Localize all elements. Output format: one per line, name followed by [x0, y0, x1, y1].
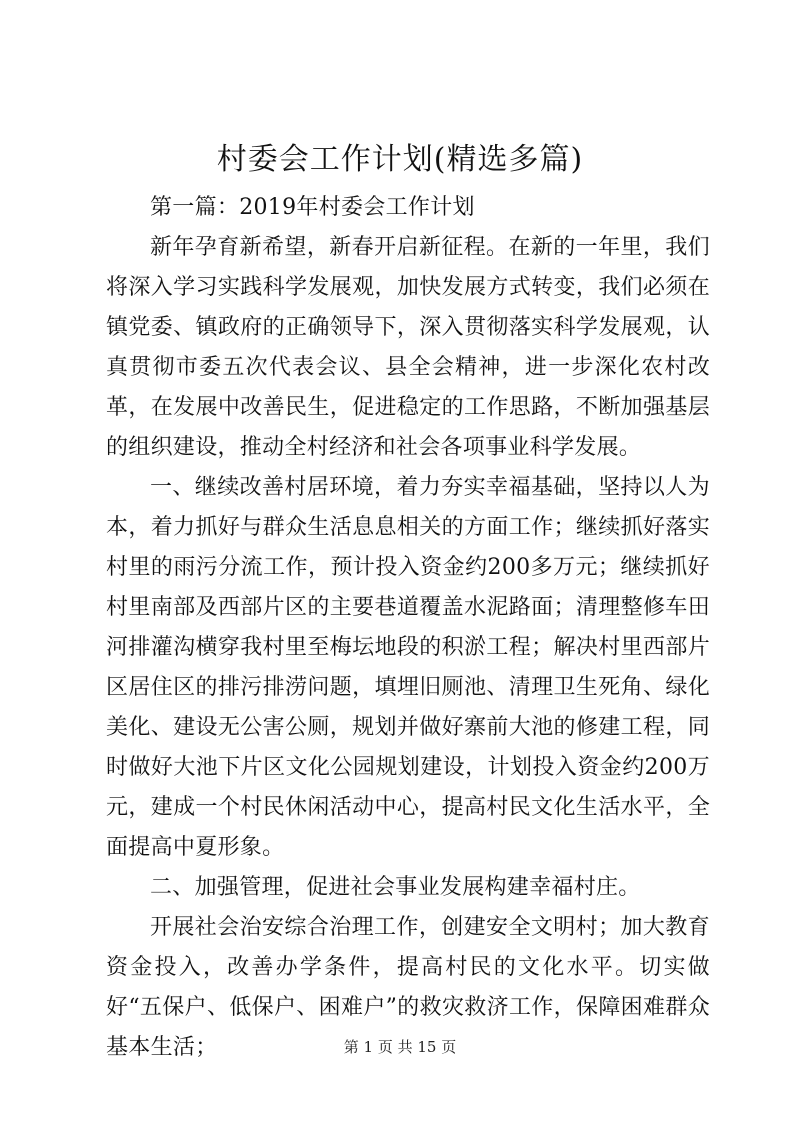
- paragraph-item-1: 一、继续改善村居环境，着力夯实幸福基础，坚持以人为本，着力抓好与群众生活息息相关的方面工作；继续抓好落实村里的雨污分流工作，预计投入资金约200多万元；继续抓好村里南部及西部片区的主要巷道覆盖水泥路面；清理整修车田河排灌沟横穿我村里至梅坛地段的积淤工程；解决村里西部片区居住区的排污排涝问题，填埋旧厕池、清理卫生死角、绿化美化、建设无公害公厕，规划并做好寨前大池的修建工程，同时做好大池下片区文化公园规划建设，计划投入资金约200万元，建成一个村民休闲活动中心，提高村民文化生活水平，全面提高中夏形象。: [106, 475, 710, 860]
- document-title: 村委会工作计划(精选多篇): [216, 142, 584, 177]
- section-heading: 第一篇：2019年村委会工作计划: [150, 195, 475, 220]
- paragraph-item-2-body: 开展社会治安综合治理工作，创建安全文明村；加大教育资金投入，改善办学条件，提高村民的文化水平。切实做好“五保户、低保户、困难户”的救灾救济工作，保障困难群众基本生活；: [106, 915, 710, 1060]
- page-number-footer: 第 1 页 共 15 页: [343, 1038, 457, 1056]
- paragraph-intro: 新年孕育新希望，新春开启新征程。在新的一年里，我们将深入学习实践科学发展观，加快发展方式转变，我们必须在镇党委、镇政府的正确领导下，深入贯彻落实科学发展观，认真贯彻市委五次代表会议、县全会精神，进一步深化农村改革，在发展中改善民生，促进稳定的工作思路，不断加强基层的组织建设，推动全村经济和社会各项事业科学发展。: [106, 235, 710, 460]
- document-body: [106, 188, 710, 1068]
- paragraph-item-2-heading: 二、加强管理，促进社会事业发展构建幸福村庄。: [150, 875, 641, 900]
